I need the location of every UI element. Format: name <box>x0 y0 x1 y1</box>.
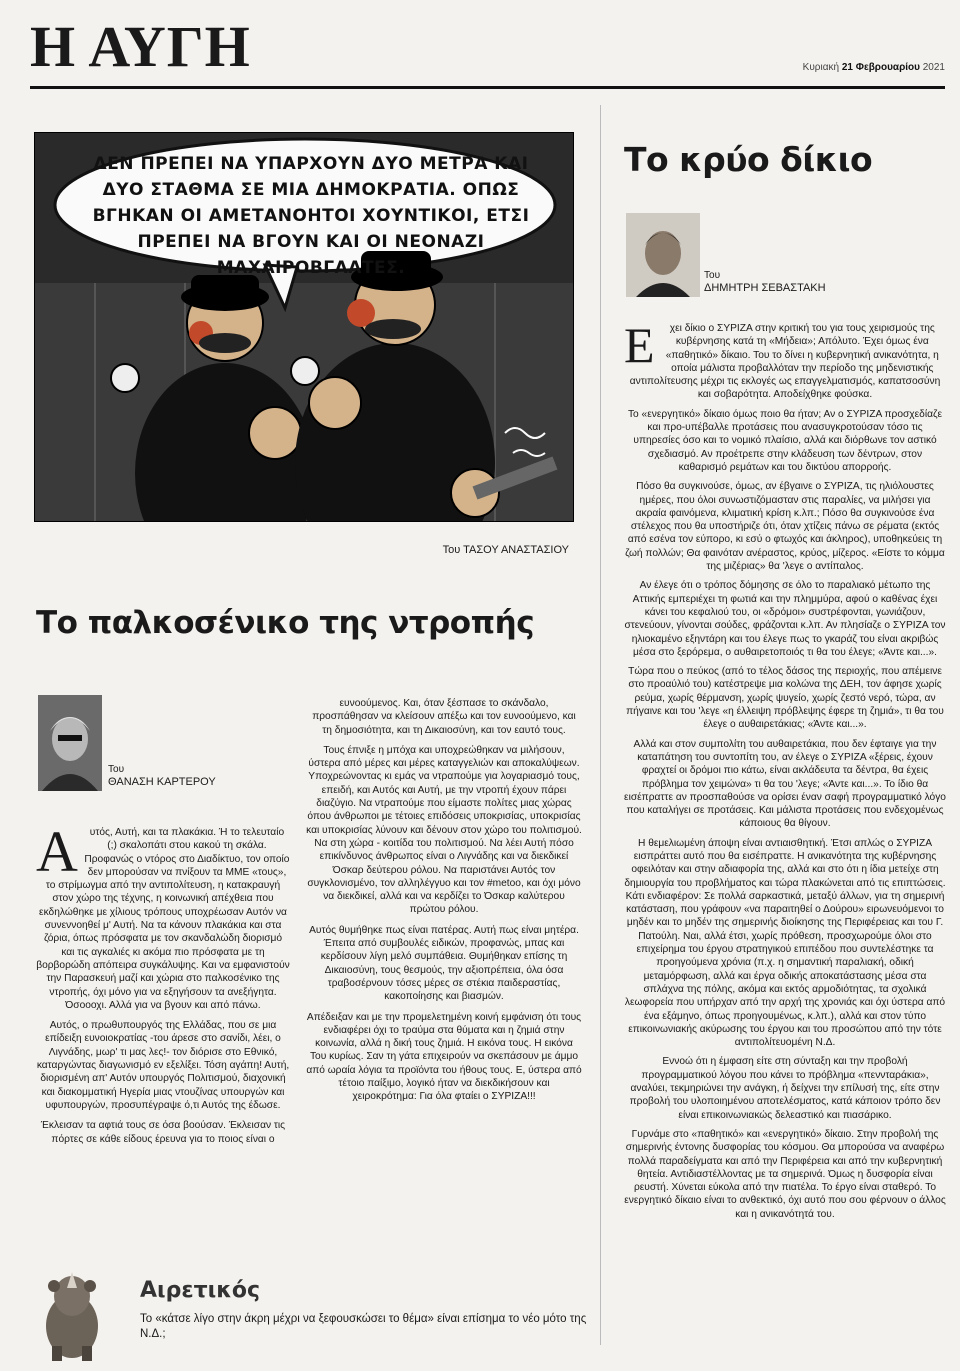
paragraph: Τους έπνιξε η μπόχα και υποχρεώθηκαν να μιλήσουν, ύστερα από μέρες και μέρες καταγγελιών και αποκαλύψεων. Υποχρεώνοντας κι εμάς να ντραπούμε για λογαριασμό τους, επειδή, και Αυτός και Αυτή, με την ντροπή έχουν πάρει διαζύγιο. Να ντραπούμε που είμαστε πολίτες μιας χώρας όπου άνθρωποι με τέτοιες επιδόσεις υποκρισίας, υποκρισίας και υποκρισίας λύνουν και δένουν στον χώρο του πολιτισμού. Να στη χώρα - κοιτίδα του πολιτισμού. Να λέει Αυτή πόσο επικίνδυνος άνθρωπος είναι ο Λιγνάδης και να διεκδικεί Όσκαρ δεύτερου ρόλου. Να παριστάνει Αυτός τον συγκλονισμένο, τον αλληλέγγυο και τον #metoo, και όχι μόνο να διεκδικεί, αλλά και να κερδίζει το Όσκαρ καλύτερου πρώτου ρόλου. <box>306 744 582 916</box>
paragraph: Γυρνάμε στο «παθητικό» και «ενεργητικό» δίκαιο. Στην προβολή της σημερινής έντονης δυσφορίας του κόσμου. Θα μπορούσα να αναφέρω πολλά παραδείγματα και από την Περιφέρεια και από την κυβερνητική θητεία. Αντιδιαστέλλοντας με τα σημερινά. Όμως η δυσφορία είναι ρευστή. Χύνεται εύκολα από την πιατέλα. Το έργο είναι σταθερό. Το ενεργητικό δίκαιο είναι το ανθεκτικό, όχι αυτό που σου φέρνουν ο άλλος και η ανικανότητά του. <box>624 1128 946 1220</box>
dateline <box>803 62 945 73</box>
paragraph: Αλλά και στον συμπολίτη του αυθαιρετάκια, που δεν έφταιγε για την καταπάτηση του συντοπίτη του, αν έλεγε ο ΣΥΡΙΖΑ «ξέρεις, έχουν φραχτεί οι δρόμοι πιο κάτω, είναι ακλάδευτα τα δέντρα, θα έχεις πρόβλημα τον χειμώνα» τι θα του 'λεγε; «Άντε και...». Το ίδιο θα εισέπραττε αν προσπαθούσε να ορίσει έναν σαφή προγραμματικό λόγο που καταλήγει σε προτάσεις. Και μάλιστα προτάσεις που ενδεχομένως κάποιους θα θίγουν. <box>624 738 946 830</box>
dropcap: Ε <box>624 317 655 373</box>
left-article-column-2 <box>306 697 582 1111</box>
author-name: ΘΑΝΑΣΗ ΚΑΡΤΕΡΟΥ <box>108 776 216 788</box>
cartoon-credit <box>34 544 569 556</box>
paragraph: Έκλεισαν τα αφτιά τους σε όσα βοούσαν. Έκλεισαν τις πόρτες σε κάθε είδους έρευνα για το ποιος είναι ο <box>40 1120 286 1145</box>
right-byline <box>704 270 826 294</box>
author-portrait-icon <box>626 213 700 297</box>
byline-prefix: Του <box>704 270 721 281</box>
byline-prefix: Του <box>108 764 125 775</box>
right-article-title: Το κρύο δίκιο <box>624 140 873 179</box>
weekday: Κυριακή <box>802 62 840 73</box>
paragraph: Πόσο θα συγκινούσε, όμως, αν έβγαινε ο ΣΥΡΙΖΑ, τις ηλιόλουστες ημέρες, που όλοι συνωστιζόμασταν στις παραλίες, να μιλήσει για ακραία φαινόμενα, κλιματική κρίση κ.λπ.; Πόσο θα συγκινούσε ένα στέλεχος που θα υποστήριζε ότι, όταν χτίζεις πάνω σε ρέματα (εκτός από εσένα τον εύπορο, κι εσύ ο φτωχός και άκληρος), υποθηκεύεις τη ζωή πολλών; Θα φαινόταν ανέραστος, κρύος, μίζερος. «Είστε το κόμμα της μιζέριας» θα 'λεγε ο αντίπαλος. <box>625 481 945 573</box>
paragraph: ευνοούμενος. Και, όταν ξέσπασε το σκάνδαλο, προσπάθησαν να κλείσουν απέξω και τον ευνοούμενο, και τη δημοσιότητα, και τη Δικαιοσύνη, και τον εαυτό τους. <box>312 698 576 736</box>
paragraph: Αν έλεγε ότι ο τρόπος δόμησης σε όλο το παραλιακό μέτωπο της Αττικής εμπεριέχει τη φωτιά και την πλημμύρα, αφού ο καθένας έχει κάνει του κεφαλιού του, οι «δρόμοι» συστρέφονται, γωνιάζουν, στενεύουν, γίνονται σούδες, φράζονται κ.λπ. Αν πλησίαζε ο ΣΥΡΙΖΑ τον ηλιοκαμένο εξηντάρη και του έλεγε πως το γκαράζ του είναι ακριβώς μέσα στο ξερόρεμα, ο αυθαιρετοποιός τι θα του έλεγε; «Άντε και...». <box>624 580 946 658</box>
author-name: ΔΗΜΗΤΡΗ ΣΕΒΑΣΤΑΚΗ <box>704 282 826 294</box>
masthead <box>30 14 945 80</box>
paragraph: Τώρα που ο πεύκος (από το τέλος δάσος της περιοχής, που απέμεινε στο προαύλιό του) κατέστρεψε μια κολώνα της ΔΕΗ, τον άφησε χωρίς ρεύμα, χωρίς θέρμανση, χωρίς ψυγείο, χωρίς ζεστό νερό, τώρα, αν πήγαινε και του 'λεγε «η έλλειψη πρόβλεψης έφερε τη ζημιά», τι θα του έλεγε ο αυθαιρετάκιας; «Άντε και...». <box>626 666 944 731</box>
left-article-title: Το παλκοσένικο της ντροπής <box>36 605 535 641</box>
box-text: Το «κάτσε λίγο στην άκρη μέχρι να ξεφουσκώσει το θέμα» είναι επίσημα το νέο μότο της Ν.Δ.; <box>140 1313 587 1340</box>
credit-name: ΤΑΣΟΥ ΑΝΑΣΤΑΣΙΟΥ <box>463 544 569 556</box>
right-article-body <box>624 317 946 1227</box>
paragraph: Α υτός, Αυτή, και τα πλακάκια. Ή το τελευταίο (;) σκαλοπάτι στου κακού τη σκάλα. Προφανώς ο ντόρος στο Διαδίκτυο, τον οποίο δεν μπορούσαν να πνίξουν τα ΜΜΕ «τους», το στρίμωγμα από την αντιπολίτευση, η κατακραυγή στον χώρο της τέχνης, η κοινωνική απέχθεια που εκδηλώθηκε με χίλιους τρόπους υποχρέωσαν Αυτόν να συνεννοηθεί μ' Αυτή. Να τα κάνουν πλακάκια και στα ζόρια, όπως πρόσφατα με τον σκανδαλώδη διορισμό και τις αγκαλιές κι ακόμα πιο πρόσφατα με τη βορβορώδη απόπειρα συγκάλυψης. Και να εμφανιστούν την Παρασκευή μαζί και χώρια στο παλκοσένικο της ντροπής, όχι μόνο για να εξηγήσουν τα ανεξήγητα. Όσοοοχι. Αλλά για να βγουν και από πάνω. <box>36 819 290 1011</box>
date: 21 Φεβρουαρίου <box>841 62 920 73</box>
author-photo-karteros <box>38 695 102 791</box>
paragraph: Ε χει δίκιο ο ΣΥΡΙΖΑ στην κριτική του για τους χειρισμούς της κυβέρνησης κατά τη «Μήδεια»; Απόλυτο. Έχει όμως ένα «παθητικό» δίκαιο. Του το δίνει η κυβερνητική ανικανότητα, η οποία μάλιστα προβαλλόταν την περίοδο της μηδενιστικής αντιπολίτευσης μέχρι τις εκλογές ως επαγγελματισμός, καπατσοσύνη και σοβαρότητα. Αποδείχθηκε φούσκα. <box>624 317 941 401</box>
left-article-column-1 <box>36 819 290 1153</box>
dropcap: Α <box>36 819 78 884</box>
paragraph: Απέδειξαν και με την προμελετημένη κοινή εμφάνιση ότι τους ενδιαφέρει όχι το τραύμα στα θύματα και η ζημιά στην κοινωνία, αλλά η δική τους ζημιά. Η εικόνα τους. Η εικόνα Του κυρίως. Σαν τη γάτα επιχειρούν να σκεπάσουν με άμμο από ωραία λόγια τα προϊόντα του ήθους τους. Ε, ύστερα από τέτοιο παίξιμο, λογικό ήταν να διεκδικήσουν και χειροκρότημα: Για όλα φταίει ο ΣΥΡΙΖΑ!!! <box>306 1011 582 1103</box>
column-divider <box>600 105 601 1345</box>
cartoon-speech: ΔΕΝ ΠΡΕΠΕΙ ΝΑ ΥΠΑΡΧΟΥΝ ΔΥΟ ΜΕΤΡΑ ΚΑΙ ΔΥΟ ΣΤΑΘΜΑ ΣΕ ΜΙΑ ΔΗΜΟΚΡΑΤΙΑ. ΟΠΩΣ ΒΓΗΚΑΝ ΟΙ ΑΜΕΤΑΝΟΗΤΟΙ ΧΟΥΝΤΙΚΟΙ, ΕΤΣΙ ΠΡΕΠΕΙ ΝΑ ΒΓΟΥΝ ΚΑΙ ΟΙ ΝΕΟΝΑΖΙ ΜΑΧΑΙΡΟΒΓΑΛΤΕΣ. <box>92 154 530 278</box>
paragraph: Το «ενεργητικό» δίκαιο όμως ποιο θα ήταν; Αν ο ΣΥΡΙΖΑ προσχεδίαζε και προ-υπέβαλλε προτάσεις που ανασυγκροτούσαν τόσο τις υπηρεσίες όσο και το νομικό πλαίσιο, αλλά και διόρθωνε τον αστικό σχεδιασμό. Αν προέτρεπε στην κλάδευση των δέντρων, στον καθαρισμό ρεμάτων και του δικτύου απορροής. <box>627 408 943 473</box>
paragraph: Η θεμελιωμένη άποψη είναι αντιαισθητική. Έτσι απλώς ο ΣΥΡΙΖΑ εισπράττει αυτό που θα εισέπραττε. Η ανικανότητα της κυβέρνησης οφειλόταν και στην αδιαφορία της, αλλά και στο ότι η ίδια μετείχε στη δημιουργία του προβλήματος και τώρα πλακώνεται από τις επιπτώσεις. Κάτι ενδιαφέρον: Σε πολλά σαρκαστικά, μεταξύ άλλων, για τη σημερινή κατάσταση, που γράφουν «να παραιτηθεί ο Δούρου» ειρωνευόμενοι το μηδέν και το μηδέν της σημερινής διοίκησης της Περιφέρειας και του Γ. Πατούλη. Ναι, αλλά έτσι, χωρίς πρόθεση, προσχωρούμε όλοι στο επιχείρημα του έργου στρατηγικού επιπέδου που συντελέστηκε τα προηγούμενα χρόνια (π.χ. η σημαντική παραλιακή, οδική μεταμόρφωση, αλλά και έργα οδικής αποκατάστασης μέσα στα σπλάχνα της πόλης, ακόμα και εκτός αρμοδιότητας, τα σχολικά λεωφορεία που υπήρχαν από την αρχή της χρονιάς και όχι ύστερα από ένα εξάμηνο, όπως προηγουμένως, κ.λπ.), αλλά και στον τύπο επικοινωνιακής ακύρωσης του έργου και του προσώπου από την τότε αντιπολίτευομένη Ν.Δ. <box>624 837 946 1049</box>
cartoon <box>34 132 574 522</box>
newspaper-logo: Η ΑΥΓΗ <box>30 14 251 79</box>
paragraph: Αυτός θυμήθηκε πως είναι πατέρας. Αυτή πως είναι μητέρα. Έπειτα από συμβουλές ειδικών, προφανώς, μπας και κερδίσουν λίγη μελό συμπάθεια. Θυμήθηκαν επίσης τη Δικαιοσύνη, τους θεσμούς, την αξιοπρέπεια, όλα όσα τραβοσέρνουν τόσες μέρες σε στέκια παιδεραστίας, κακοποίησης και βιασμών. <box>309 924 579 1003</box>
rhino-icon <box>36 1266 108 1361</box>
author-portrait-icon <box>38 695 102 791</box>
paragraph: Εννοώ ότι η έμφαση είτε στη σύνταξη και την προβολή προγραμματικού λόγου που κάνει το πρόβλημα «πεννταράκια», αναλύει, τεκμηριώνει την ανάγκη, ή δείχνει την επίλυσή της, είτε στην προβολή του υλοποιημένου αποτελέσματος, κατά κάποιον τρόπο δεν είναι επικοινωνιακώς δελεαστικό και πιασάρικο. <box>629 1056 941 1121</box>
paragraph: Αυτός, ο πρωθυπουργός της Ελλάδας, που σε μια επίδειξη ευνοιοκρατίας -του άρεσε στο σανίδι, λέει, ο Λιγνάδης, μωρ' τι μας λες!- τον διόρισε στο Εθνικό, καταργώντας διαγωνισμό εν εξελίξει. Τόση αγάπη! Αυτή, διορισμένη απ' Αυτόν υπουργός Πολιτισμού, διαχονική και διακομματική Ηγερία μιας ντουζίνας υπουργών και υφυπουργών, προσυπέγραψε ό,τι Αυτός της έδωσε. <box>36 1020 290 1111</box>
masthead-rule <box>30 86 945 89</box>
credit-prefix: Του <box>442 544 461 556</box>
year: 2021 <box>922 62 945 73</box>
author-photo-sevastakis <box>626 213 700 297</box>
left-byline <box>108 764 216 788</box>
box-title: Αιρετικός <box>140 1278 260 1303</box>
